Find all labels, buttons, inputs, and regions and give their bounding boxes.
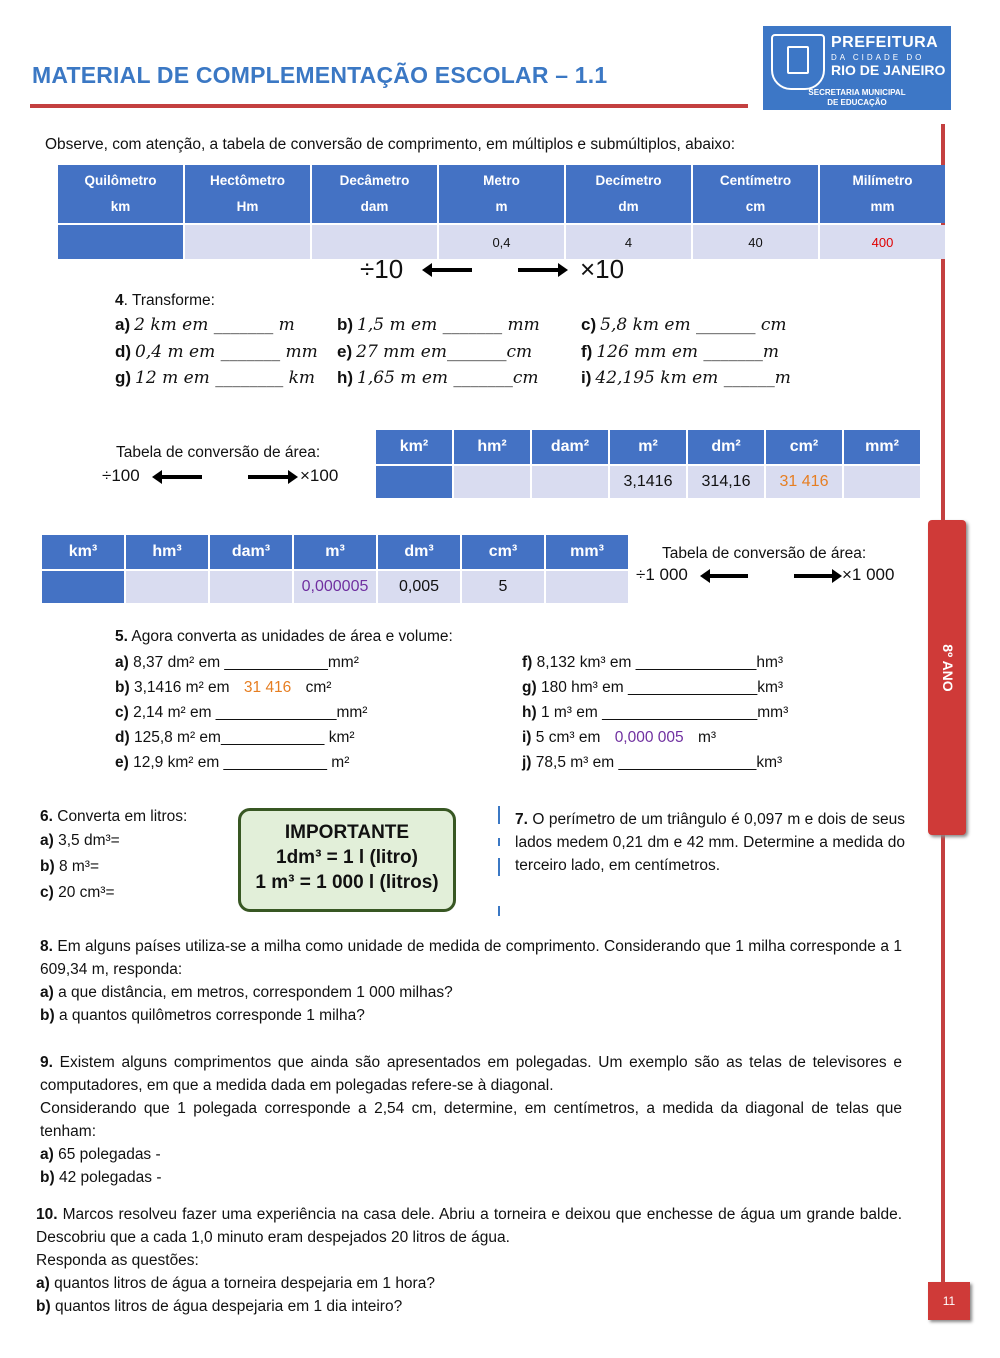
q4-item-text: 1,65 m em _______cm bbox=[357, 368, 539, 388]
volume-header-cell: km³ bbox=[42, 535, 124, 569]
volume-value-cell bbox=[210, 571, 292, 603]
volume-value-cell: 0,000005 bbox=[294, 571, 376, 603]
title-underline bbox=[30, 104, 748, 108]
important-line2: 1 m³ = 1 000 l (litros) bbox=[255, 872, 439, 893]
q5-item-text: 2,14 m² em ______________mm² bbox=[133, 704, 368, 721]
length-value-cell bbox=[58, 225, 183, 259]
divider bbox=[498, 838, 500, 846]
q5-item-text: 78,5 m³ em ________________km³ bbox=[535, 754, 783, 771]
q5-item-label: g) bbox=[522, 679, 537, 696]
q5-item bbox=[522, 700, 788, 725]
q5-item-post: m³ bbox=[693, 729, 717, 746]
length-unit-symbol: m bbox=[495, 199, 508, 214]
q5-right-column bbox=[522, 650, 788, 775]
q4-item-label: d) bbox=[115, 341, 132, 361]
q5-answer: 31 416 bbox=[243, 679, 292, 696]
q4-item-label: a) bbox=[115, 315, 131, 334]
area-header-cell: cm² bbox=[766, 430, 842, 464]
q4-item-text: 27 mm em_______cm bbox=[356, 341, 533, 362]
q4-item-text: 0,4 m em _______ mm bbox=[135, 341, 318, 362]
area-value-cell: 314,16 bbox=[688, 466, 764, 498]
q5-item-label: j) bbox=[522, 754, 532, 771]
length-unit-symbol: dam bbox=[360, 199, 389, 214]
q6-item bbox=[40, 880, 187, 906]
q5-item-label: f) bbox=[522, 654, 533, 671]
area-header-cell: dam² bbox=[532, 430, 608, 464]
city-crest-icon bbox=[771, 34, 825, 90]
volume-value-cell bbox=[126, 571, 208, 603]
q5-item-pre: 3,1416 m² em bbox=[133, 679, 234, 696]
important-box bbox=[238, 808, 456, 912]
q6-item bbox=[40, 828, 187, 854]
q6-item-label: c) bbox=[40, 884, 54, 901]
important-line1: 1dm³ = 1 l (litro) bbox=[276, 847, 418, 868]
q6-title: 6. Converta em litros: bbox=[40, 808, 188, 825]
right-arrow-icon bbox=[794, 574, 832, 578]
q4-item-label: e) bbox=[337, 341, 353, 361]
area-header-cell: dm² bbox=[688, 430, 764, 464]
length-value-cell: 0,4 bbox=[439, 225, 564, 259]
q5-item bbox=[522, 725, 788, 750]
q8-block: 8. Em alguns países utiliza-se a milha como unidade de medida de comprimento. Considerando que 1 milha corresponde a 1 609,34 m, responda: a) a que distância, em metros, correspondem 1 000 milhas? b) a quantos quilômetros corresponde 1 milha? bbox=[40, 938, 902, 1024]
grade-tab: 8º ANO bbox=[928, 520, 966, 835]
q6-block bbox=[40, 805, 187, 906]
q6-item-text: 8 m³= bbox=[54, 858, 99, 875]
q4-item-text: 5,8 km em _______ cm bbox=[600, 315, 787, 335]
q4-item bbox=[337, 366, 539, 390]
q5-item-label: c) bbox=[115, 704, 129, 721]
left-arrow-icon bbox=[710, 574, 748, 578]
divider bbox=[498, 906, 500, 916]
length-unit-symbol: km bbox=[110, 199, 131, 214]
q5-item-label: e) bbox=[115, 754, 129, 771]
area-value-cell bbox=[532, 466, 608, 498]
length-value-cell: 4 bbox=[566, 225, 691, 259]
length-unit-symbol: dm bbox=[618, 199, 639, 214]
q5-item bbox=[115, 725, 367, 750]
volume-header-cell: cm³ bbox=[462, 535, 544, 569]
length-mul-label: ×10 bbox=[580, 254, 625, 284]
length-header-cell bbox=[439, 165, 564, 223]
q6-item-text: 20 cm³= bbox=[53, 884, 115, 901]
logo-line2: DA CIDADE DO bbox=[831, 53, 925, 62]
logo-line1: PREFEITURA bbox=[831, 34, 939, 51]
logo-line3: RIO DE JANEIRO bbox=[831, 62, 946, 78]
q4-item bbox=[581, 313, 787, 337]
volume-label: Tabela de conversão de área: bbox=[662, 545, 867, 562]
q4-item-label: b) bbox=[337, 315, 354, 334]
q4-item-text: 1,5 m em _______ mm bbox=[357, 315, 540, 335]
length-header-cell bbox=[820, 165, 945, 223]
q4-item-text: 126 mm em _______m bbox=[596, 341, 780, 362]
length-div-label: ÷10 bbox=[360, 254, 404, 284]
q4-item-label: c) bbox=[581, 315, 597, 334]
q5-item-text: 8,132 km³ em ______________hm³ bbox=[536, 654, 784, 671]
q5-item bbox=[115, 750, 367, 775]
volume-value-cell: 5 bbox=[462, 571, 544, 603]
length-header-cell bbox=[693, 165, 818, 223]
area-div-label: ÷100 bbox=[102, 466, 140, 485]
length-unit-name: Decâmetro bbox=[339, 173, 410, 188]
length-unit-name: Decímetro bbox=[595, 173, 662, 188]
q5-item bbox=[115, 700, 367, 725]
length-header-cell bbox=[58, 165, 183, 223]
q4-title: 4. Transforme: bbox=[115, 292, 215, 309]
q5-item bbox=[115, 675, 367, 700]
length-unit-name: Quilômetro bbox=[84, 173, 157, 188]
q5-item-text: 8,37 dm² em ____________mm² bbox=[133, 654, 359, 671]
q5-item-label: b) bbox=[115, 679, 130, 696]
q4-item-text: 42,195 km em ______m bbox=[595, 368, 791, 388]
area-header-cell: m² bbox=[610, 430, 686, 464]
q4-item bbox=[115, 340, 318, 364]
volume-div-label: ÷1 000 bbox=[636, 565, 688, 584]
q9-block: 9. Existem alguns comprimentos que ainda são apresentados em polegadas. Um exemplo são as telas de televisores e computadores, em que a medida dada em polegadas refere-se à diagonal. Considerando que 1 polegada corresponde a 2,54 cm, determine, em centímetros, a medida da diagonal de telas que tenham: a) 65 polegadas - b) 42 polegadas - bbox=[40, 1054, 902, 1186]
q5-left-column bbox=[115, 650, 367, 775]
q5-item bbox=[522, 675, 788, 700]
length-unit-name: Metro bbox=[483, 173, 520, 188]
q4-item-label: h) bbox=[337, 368, 354, 387]
q7-text: 7. O perímetro de um triângulo é 0,097 m e dois de seus lados medem 0,21 dm e 42 mm. Determine a medida do terceiro lado, em centímetros. bbox=[515, 811, 905, 874]
q5-item-text: 125,8 m² em____________ km² bbox=[133, 729, 355, 746]
q5-answer: 0,000 005 bbox=[614, 729, 684, 746]
q5-item-label: d) bbox=[115, 729, 130, 746]
area-value-cell: 31 416 bbox=[766, 466, 842, 498]
length-value-cell: 40 bbox=[693, 225, 818, 259]
q4-item-label: f) bbox=[581, 341, 593, 361]
q6-item bbox=[40, 854, 187, 880]
q5-item-label: h) bbox=[522, 704, 537, 721]
q6-item-text: 3,5 dm³= bbox=[53, 832, 120, 849]
area-label: Tabela de conversão de área: bbox=[116, 444, 321, 461]
q4-item-label: i) bbox=[581, 368, 592, 387]
length-unit-symbol: Hm bbox=[236, 199, 259, 214]
page-title: MATERIAL DE COMPLEMENTAÇÃO ESCOLAR – 1.1 bbox=[32, 62, 608, 88]
divider bbox=[498, 858, 500, 876]
volume-header-cell: m³ bbox=[294, 535, 376, 569]
q4-item bbox=[115, 313, 295, 337]
length-value-cell: 400 bbox=[820, 225, 945, 259]
logo-subtitle: SECRETARIA MUNICIPAL DE EDUCAÇÃO bbox=[808, 88, 906, 107]
area-value-cell: 3,1416 bbox=[610, 466, 686, 498]
area-conversion-table bbox=[374, 428, 922, 500]
q4-item bbox=[337, 340, 532, 364]
q6-item-label: b) bbox=[40, 858, 55, 875]
q4-item bbox=[337, 313, 540, 337]
q4-item-text: 2 km em _______ m bbox=[134, 315, 295, 335]
q5-item bbox=[522, 750, 788, 775]
q4-item bbox=[115, 366, 315, 390]
length-header-cell bbox=[185, 165, 310, 223]
intro-text: Observe, com atenção, a tabela de conversão de comprimento, em múltiplos e submúltiplos, abaixo: bbox=[45, 136, 736, 153]
q5-title: 5. Agora converta as unidades de área e volume: bbox=[115, 628, 453, 645]
length-value-cell bbox=[185, 225, 310, 259]
area-header-cell: km² bbox=[376, 430, 452, 464]
area-value-cell bbox=[844, 466, 920, 498]
q4-item-label: g) bbox=[115, 368, 132, 387]
area-header-cell: hm² bbox=[454, 430, 530, 464]
q4-item bbox=[581, 340, 779, 364]
length-unit-name: Centímetro bbox=[719, 173, 792, 188]
volume-conversion-table bbox=[40, 533, 630, 605]
left-arrow-icon bbox=[432, 268, 472, 272]
q5-item-text: 1 m³ em __________________mm³ bbox=[540, 704, 789, 721]
q5-item-post: cm² bbox=[301, 679, 332, 696]
length-unit-name: Hectômetro bbox=[209, 173, 285, 188]
volume-value-cell: 0,005 bbox=[378, 571, 460, 603]
right-arrow-icon bbox=[248, 475, 288, 479]
length-unit-symbol: mm bbox=[870, 199, 895, 214]
area-value-cell bbox=[454, 466, 530, 498]
q5-item-label: a) bbox=[115, 654, 129, 671]
q5-item-text: 180 hm³ em _______________km³ bbox=[540, 679, 784, 696]
volume-mul-label: ×1 000 bbox=[842, 565, 895, 584]
important-title: IMPORTANTE bbox=[284, 822, 410, 843]
volume-value-cell bbox=[42, 571, 124, 603]
q6-item-label: a) bbox=[40, 832, 54, 849]
q5-item-label: i) bbox=[522, 729, 532, 746]
q5-item-pre: 5 cm³ em bbox=[535, 729, 605, 746]
divider bbox=[498, 806, 500, 824]
left-arrow-icon bbox=[162, 475, 202, 479]
prefeitura-logo bbox=[763, 26, 951, 110]
length-header-cell bbox=[566, 165, 691, 223]
q5-item bbox=[522, 650, 788, 675]
q4-item-text: 12 m em ________ km bbox=[135, 368, 316, 388]
volume-header-cell: dm³ bbox=[378, 535, 460, 569]
q4-item bbox=[581, 366, 791, 390]
length-conversion-table bbox=[56, 163, 947, 261]
length-unit-symbol: cm bbox=[745, 199, 766, 214]
area-mul-label: ×100 bbox=[300, 466, 339, 485]
q5-item-text: 12,9 km² em ____________ m² bbox=[133, 754, 350, 771]
volume-header-cell: hm³ bbox=[126, 535, 208, 569]
q10-block: 10. Marcos resolveu fazer uma experiência na casa dele. Abriu a torneira e deixou que enchesse de água um grande balde. Descobriu que a cada 1,0 minuto eram despejados 20 litros de água. Responda as questões: a) quantos litros de água a torneira despejaria em 1 hora? b) quantos litros de água despejaria em 1 dia inteiro? bbox=[36, 1206, 902, 1315]
area-header-cell: mm² bbox=[844, 430, 920, 464]
volume-header-cell: dam³ bbox=[210, 535, 292, 569]
length-unit-name: Milímetro bbox=[852, 173, 913, 188]
page-number: 11 bbox=[928, 1282, 970, 1320]
q5-item bbox=[115, 650, 367, 675]
length-header-cell bbox=[312, 165, 437, 223]
area-value-cell bbox=[376, 466, 452, 498]
volume-value-cell bbox=[546, 571, 628, 603]
volume-header-cell: mm³ bbox=[546, 535, 628, 569]
right-arrow-icon bbox=[518, 268, 558, 272]
